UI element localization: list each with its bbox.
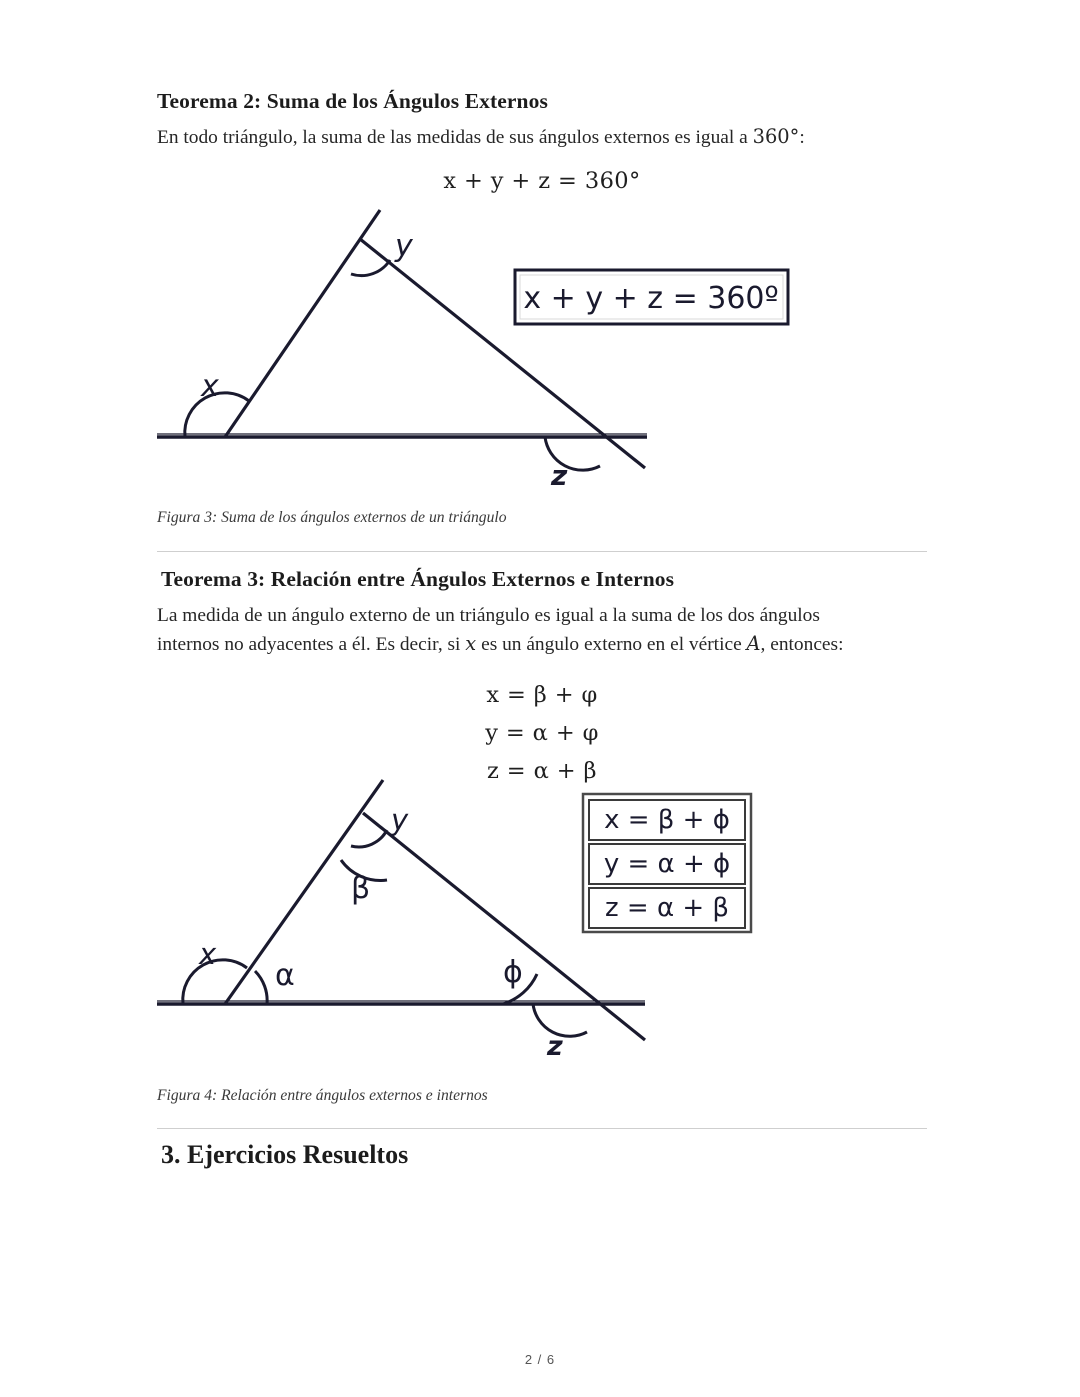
theorem-2-title: Teorema 2: Suma de los Ángulos Externos	[157, 89, 548, 113]
figure-3-label-z: z	[551, 459, 568, 488]
angle-arc-y	[351, 260, 390, 276]
figure-3-formula-text: x + y + z = 360º	[523, 281, 779, 316]
theorem-2-body	[157, 123, 927, 153]
figure-3-diagram	[155, 198, 835, 488]
left-side-line	[225, 210, 380, 437]
figure-4-diagram	[155, 778, 835, 1063]
theorem-3-title: Teorema 3: Relación entre Ángulos Externos e Internos	[161, 567, 675, 591]
theorem-3-body-line-1: La medida de un ángulo externo de un triángulo es igual a la suma de los dos ángulos	[157, 604, 820, 626]
figure-4-label-z: z	[547, 1031, 563, 1062]
theorem-3-equation-2: y = α + φ	[485, 719, 599, 746]
figure-3-caption: Figura 3: Suma de los ángulos externos de un triángulo	[157, 509, 507, 526]
theorem-2-body-prefix: En todo triángulo, la suma de las medidas de sus ángulos externos es igual a	[157, 126, 753, 148]
figure-4-label-y: y	[391, 803, 409, 837]
figure-3-label-x: x	[201, 369, 219, 404]
divider-1	[157, 551, 927, 552]
figure-4-table-row-1: x = β + ϕ	[604, 805, 730, 835]
theorem-3-line2-a: internos no adyacentes a él. Es decir, si	[157, 634, 466, 656]
section-3-title: 3. Ejercicios Resueltos	[161, 1140, 409, 1169]
theorem-3-line2-c: , entonces:	[760, 634, 844, 656]
theorem-3-equation-3: z = α + β	[487, 757, 597, 784]
theorem-3-block	[157, 566, 927, 796]
theorem-3-var-A: A	[746, 632, 761, 656]
figure-4-label-alpha: α	[275, 958, 295, 993]
theorem-2-block	[157, 88, 927, 194]
theorem-3-body-line-2	[157, 630, 927, 660]
page-number: 2 / 6	[524, 1352, 556, 1367]
figure-4-table-row-3: z = α + β	[604, 893, 730, 923]
theorem-2-body-suffix: :	[799, 126, 805, 148]
figure-4-caption: Figura 4: Relación entre ángulos externos e internos	[157, 1087, 488, 1104]
figure-4-label-x: x	[199, 937, 217, 971]
figure-3	[155, 198, 835, 488]
angle-arc-alpha	[255, 971, 267, 1004]
figure-4-label-beta: β	[351, 871, 371, 906]
theorem-2-body-value: 360°	[752, 124, 800, 148]
divider-2	[157, 1128, 927, 1129]
figure-4	[155, 778, 835, 1063]
angle-arc-y	[351, 830, 387, 847]
figure-3-label-y: y	[395, 229, 413, 264]
theorem-2-equation: x + y + z = 360°	[443, 168, 641, 195]
theorem-3-var-x: x	[465, 632, 477, 656]
theorem-3-body	[157, 602, 927, 660]
theorem-3-line2-b: es un ángulo externo en el vértice	[476, 634, 747, 656]
figure-4-table-row-2: y = α + ϕ	[603, 849, 731, 879]
theorem-3-equation-1: x = β + φ	[486, 681, 598, 708]
figure-4-label-phi: ϕ	[503, 955, 523, 990]
theorem-3-equations	[157, 682, 927, 784]
